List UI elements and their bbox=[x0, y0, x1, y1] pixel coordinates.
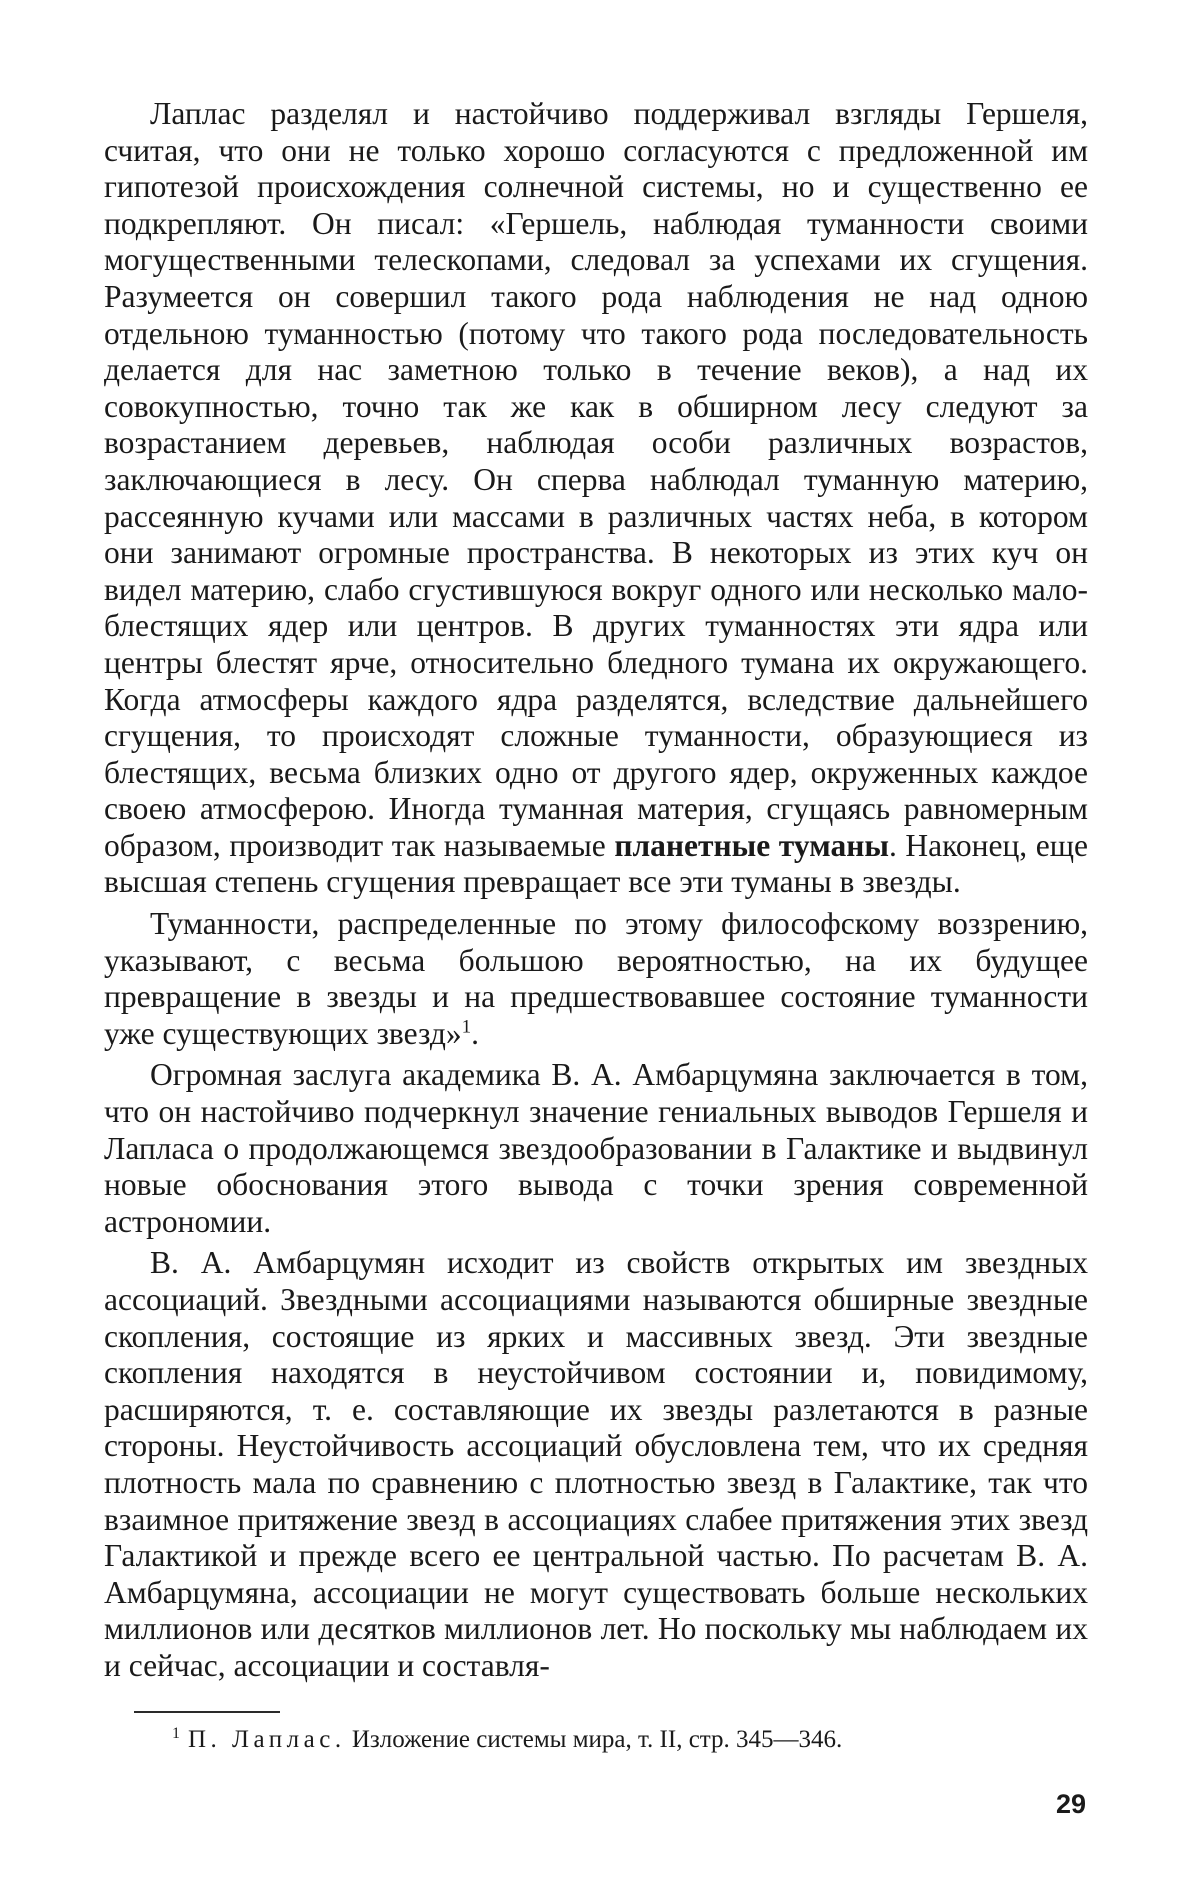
paragraph-2-text: Туманности, распределенные по этому философскому воззрению, указывают, с весьма большою вероятностью, на их будущее превращение в звезды и на предшествовавшее состояние туманности уже существующих звезд» bbox=[104, 906, 1088, 1051]
footnote-text: Изложение системы мира, т. II, стр. 345—346. bbox=[351, 1726, 843, 1753]
paragraph-3 bbox=[104, 1057, 1088, 1240]
paragraph-4 bbox=[104, 1245, 1088, 1684]
footnote-mark: 1 bbox=[172, 1724, 180, 1742]
footnote-author: П. Лаплас. bbox=[188, 1726, 346, 1753]
footnote-divider bbox=[134, 1711, 280, 1713]
paragraph-1-text-b: . Наконец, еще высшая степень сгущения превращает все эти туманы в звезды. bbox=[104, 827, 1088, 900]
page-number: 29 bbox=[1055, 1789, 1086, 1819]
paragraph-2 bbox=[104, 906, 1088, 1052]
bold-term-planetary-nebulae: планетные туманы bbox=[614, 827, 889, 863]
footnote bbox=[172, 1725, 1072, 1755]
footnote-reference: 1 bbox=[461, 1016, 472, 1038]
paragraph-2-tail: . bbox=[471, 1015, 479, 1051]
paragraph-3-text: Огромная заслуга академика В. А. Амбарцумяна заключается в том, что он настойчиво подчеркнул значение гениальных выводов Гершеля и Лапласа о продолжающемся звездообразовании в Галактике и выдвинул новые обоснования этого вывода с точки зрения современной астрономии. bbox=[104, 1057, 1088, 1239]
paragraph-4-text: В. А. Амбарцумян исходит из свойств открытых им звездных ассоциаций. Звездными ассоциациями называются обширные звездные скопления, состоящие из ярких и массивных звезд. Эти звездные скопления находятся в неустойчивом состоянии и, повидимому, расширяются, т. е. составляющие их звезды разлетаются в разные стороны. Неустойчивость ассоциаций обусловлена тем, что их средняя плотность мала по сравнению с плотностью звезд в Галактике, так что взаимное притяжение звезд в ассоциациях слабее притяжения этих звезд Галактикой и прежде всего ее центральной частью. По расчетам В. А. Амбарцумяна, ассоциации не могут существовать больше нескольких миллионов или десятков миллионов лет. Но поскольку мы наблюдаем их и сейчас, ассоциации и составля- bbox=[104, 1245, 1088, 1683]
page-body bbox=[104, 96, 1088, 1685]
paragraph-1 bbox=[104, 96, 1088, 901]
paragraph-1-text-a: Лаплас разделял и настойчиво поддерживал взгляды Гершеля, считая, что они не только хорошо согласуются с предложенной им гипотезой происхождения солнечной системы, но и существенно ее подкрепляют. Он писал: «Гершель, наблюдая туманности своими могущественными телескопами, следовал за успехами их сгущения. Разумеется он совершил такого рода наблюдения не над одною отдельною туманностью (потому что такого рода последовательность делается для нас заметною только в течение веков), а над их совокупностью, точно так же как в обширном лесу следуют за возрастанием деревьев, наблюдая особи различных возрастов, заключающиеся в лесу. Он сперва наблюдал туманную материю, рассеянную кучами или массами в различных частях неба, в котором они занимают огромные пространства. В некоторых из этих куч он видел материю, слабо сгустившуюся вокруг одного или несколько мало-блестящих ядер или центров. В других туманностях эти ядра или центры блестят ярче, относительно бледного тумана их окружающего. Когда атмосферы каждого ядра разделятся, вследствие дальнейшего сгущения, то происходят сложные туманности, образующиеся из блестящих, весьма близких одно от другого ядер, окруженных каждое своею атмосферою. Иногда туманная материя, сгущаясь равномерным образом, производит так называемые bbox=[104, 96, 1088, 863]
